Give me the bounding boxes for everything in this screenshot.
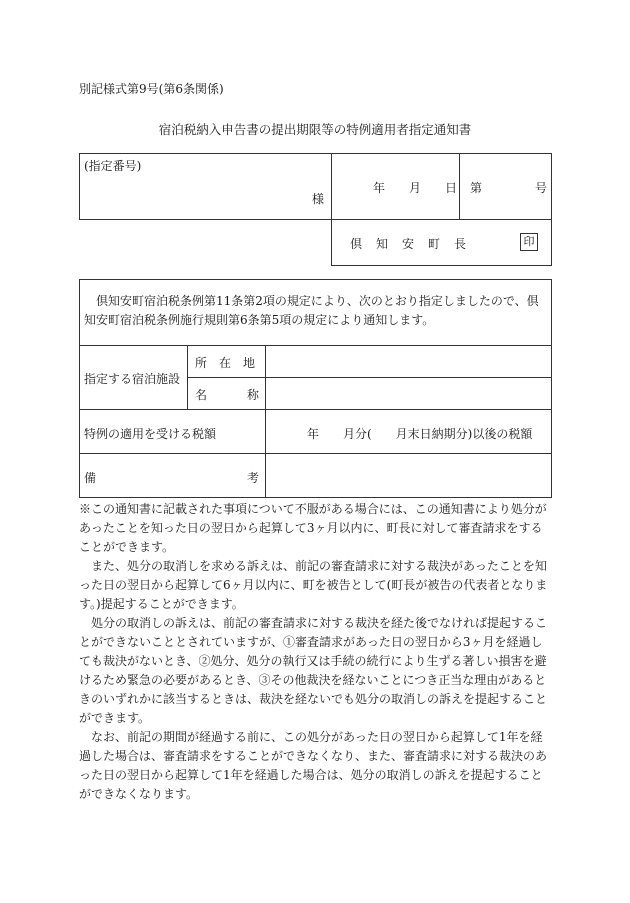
issuer-name: 倶 知 安 町 長 bbox=[350, 237, 468, 251]
header-issuer-bottom bbox=[331, 265, 552, 266]
tax-value: 年 月分( 月末日納期分)以後の税額 bbox=[307, 427, 533, 441]
header-issuer-right bbox=[551, 219, 552, 266]
notes-section bbox=[79, 500, 552, 804]
note-paragraph: また、処分の取消しを求める訴えは、前記の審査請求に対する裁決があったことを知った日の翌日から起算して6ヶ月以内に、町を被告として(町長が被告の代表者となります。)提起することができます。 bbox=[79, 559, 548, 611]
document-gou-label: 号 bbox=[535, 181, 548, 195]
row-divider-intro bbox=[79, 345, 552, 346]
date-year-label: 年 bbox=[373, 181, 386, 195]
note-paragraph: なお、前記の期間が経過する前に、この処分があった日の翌日から起算して1年を経過した場合は、審査請求をすることができなくなり、また、審査請求に対する裁決のあった日の翌日から起算して1年を経過した場合は、処分の取消しの訴えを提起することができなくなります。 bbox=[79, 730, 548, 801]
sama-label: 様 bbox=[312, 192, 325, 206]
date-day-label: 日 bbox=[445, 181, 458, 195]
remarks-label-second: 考 bbox=[247, 471, 260, 485]
facility-label: 指定する宿泊施設 bbox=[84, 372, 181, 386]
note-paragraph: ※この通知書に記載された事項について不服がある場合には、この通知書により処分があったことを知った日の翌日から起算して3ヶ月以内に、町長に対して審査請求をすることができます。 bbox=[79, 502, 547, 554]
header-divider-left bbox=[331, 153, 332, 266]
col-divider-facility bbox=[187, 345, 188, 409]
name-label-first: 名 bbox=[195, 388, 208, 402]
row-divider-tax bbox=[79, 453, 552, 454]
note-paragraph: 処分の取消しの訴えは、前記の審査請求に対する裁決を経た後でなければ提起することができないこととされていますが、①審査請求があった日の翌日から3ヶ月を経過しても裁決がないとき、②処分、処分の執行又は手続の続行により生ずる著しい損害を避けるため緊急の必要があるとき、③その他裁決を経ないことにつき正当な理由があるときのいずれかに該当するときは、裁決を経ないでも処分の取消しの訴えを提起することができます。 bbox=[79, 616, 548, 725]
date-month-label: 月 bbox=[409, 181, 422, 195]
remarks-label-first: 備 bbox=[84, 471, 97, 485]
document-title: 宿泊税納入申告書の提出期限等の特例適用者指定通知書 bbox=[158, 122, 472, 137]
tax-label: 特例の適用を受ける税額 bbox=[84, 427, 217, 441]
designation-number-label: (指定番号) bbox=[84, 159, 142, 173]
name-label-second: 称 bbox=[247, 388, 260, 402]
row-divider-address bbox=[187, 377, 552, 378]
form-number: 別記様式第9号(第6条関係) bbox=[79, 82, 224, 96]
row-divider-facility bbox=[79, 409, 552, 410]
document-dai-label: 第 bbox=[470, 181, 483, 195]
address-label: 所 在 地 bbox=[195, 356, 256, 370]
col-divider-value bbox=[265, 345, 266, 498]
header-divider-mid bbox=[459, 153, 460, 220]
intro-text: 倶知安町宿泊税条例第11条第2項の規定により、次のとおり指定しましたので、倶知安町宿泊税条例施行規則第6条第5項の規定により通知します。 bbox=[84, 294, 539, 327]
seal-stamp: 印 bbox=[520, 233, 538, 251]
